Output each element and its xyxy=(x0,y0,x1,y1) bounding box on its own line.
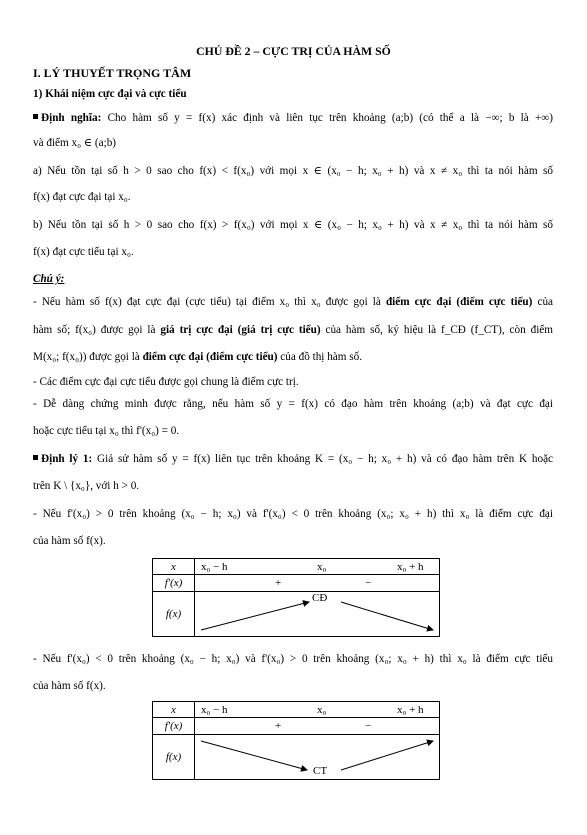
definition-a-line-1: a) Nếu tồn tại số h > 0 sao cho f(x) < f(x₀) với mọi x ∈ (x₀ − h; x₀ + h) và x ≠ x₀ thì ta nói hàm số xyxy=(33,165,553,177)
table-row-fprime-label: f'(x) xyxy=(153,575,195,592)
definition-b-line-1: b) Nếu tồn tại số h > 0 sao cho f(x) > f(x₀) với mọi x ∈ (x₀ − h; x₀ + h) và x ≠ x₀ thì ta nói hàm số xyxy=(33,219,553,231)
note-line-3: M(x₀; f(x₀)) được gọi là điểm cực đại (điểm cực tiểu) của đồ thị hàm số. xyxy=(33,351,362,363)
note-line-1: - Nếu hàm số f(x) đạt cực đại (cực tiểu) tại điểm x₀ thì x₀ được gọi là điểm cực đại (điểm cực tiểu) của xyxy=(33,296,553,308)
theorem-case1-line-1: - Nếu f'(x₀) > 0 trên khoảng (x₀ − h; x₀) và f'(x₀) < 0 trên khoảng (x₀; x₀ + h) thì x₀ là điểm cực đại xyxy=(33,508,553,520)
increasing-arrow xyxy=(201,602,309,630)
extremum-label-min: CT xyxy=(313,765,328,777)
page-title: CHỦ ĐỀ 2 – CỰC TRỊ CỦA HÀM SỐ xyxy=(196,44,391,58)
theorem-case2-line-1: - Nếu f'(x₀) < 0 trên khoảng (x₀ − h; x₀) và f'(x₀) > 0 trên khoảng (x₀; x₀ + h) thì x₀ là điểm cực tiểu xyxy=(33,653,553,665)
definition-line-1: Định nghĩa: Cho hàm số y = f(x) xác định và liên tục trên khoảng (a;b) (có thể a là −∞; b là +∞) xyxy=(33,112,553,125)
definition-line-2: và điểm x₀ ∈ (a;b) xyxy=(33,137,117,149)
table-x-values: x₀ − h x₀ x₀ + h xyxy=(195,559,440,575)
subsection-heading: 1) Khái niệm cực đại và cực tiểu xyxy=(33,88,187,100)
variation-table-max xyxy=(152,558,440,637)
note-line-4: - Các điểm cực đại cực tiểu được gọi chung là điểm cực trị. xyxy=(33,376,299,388)
theorem-case2-line-2: của hàm số f(x). xyxy=(33,680,106,692)
table-x-values: x₀ − h x₀ x₀ + h xyxy=(195,702,440,718)
note-line-5: - Dễ dàng chứng minh được rằng, nếu hàm số y = f(x) có đạo hàm trên khoảng (a;b) và đạt cực đại xyxy=(33,398,553,410)
extremum-label-max: CĐ xyxy=(312,592,328,604)
table-row-fprime-label: f'(x) xyxy=(153,718,195,735)
theorem-line-2: trên K \ {x₀}, với h > 0. xyxy=(33,480,140,492)
variation-table-min xyxy=(152,701,440,780)
decreasing-arrow xyxy=(201,741,307,770)
bullet-square-icon xyxy=(33,114,38,119)
decreasing-arrow xyxy=(341,602,433,630)
table-row-f-label: f(x) xyxy=(153,735,195,780)
table-row-x-label: x xyxy=(153,702,195,718)
increasing-arrow xyxy=(341,741,433,770)
table-row-x-label: x xyxy=(153,559,195,575)
note-line-6: hoặc cực tiểu tại x₀ thì f'(x₀) = 0. xyxy=(33,425,180,437)
bullet-square-icon xyxy=(33,455,38,460)
table-variation-row xyxy=(195,735,440,780)
table-variation-row xyxy=(195,592,440,637)
theorem-case1-line-2: của hàm số f(x). xyxy=(33,535,106,547)
section-heading: I. LÝ THUYẾT TRỌNG TÂM xyxy=(33,66,192,80)
table-sign-row: + − xyxy=(195,575,440,592)
note-line-2: hàm số; f(x₀) được gọi là giá trị cực đại (giá trị cực tiểu) của hàm số, ký hiệu là f_CĐ (f_CT), còn điểm xyxy=(33,324,553,336)
table-sign-row: + − xyxy=(195,718,440,735)
note-label: Chú ý: xyxy=(33,273,65,285)
theorem-line-1: Định lý 1: Giả sử hàm số y = f(x) liên tục trên khoảng K = (x₀ − h; x₀ + h) và có đạo hàm trên K hoặc xyxy=(33,453,553,466)
definition-b-line-2: f(x) đạt cực tiểu tại x₀. xyxy=(33,246,134,258)
definition-a-line-2: f(x) đạt cực đại tại x₀. xyxy=(33,191,131,203)
table-row-f-label: f(x) xyxy=(153,592,195,637)
